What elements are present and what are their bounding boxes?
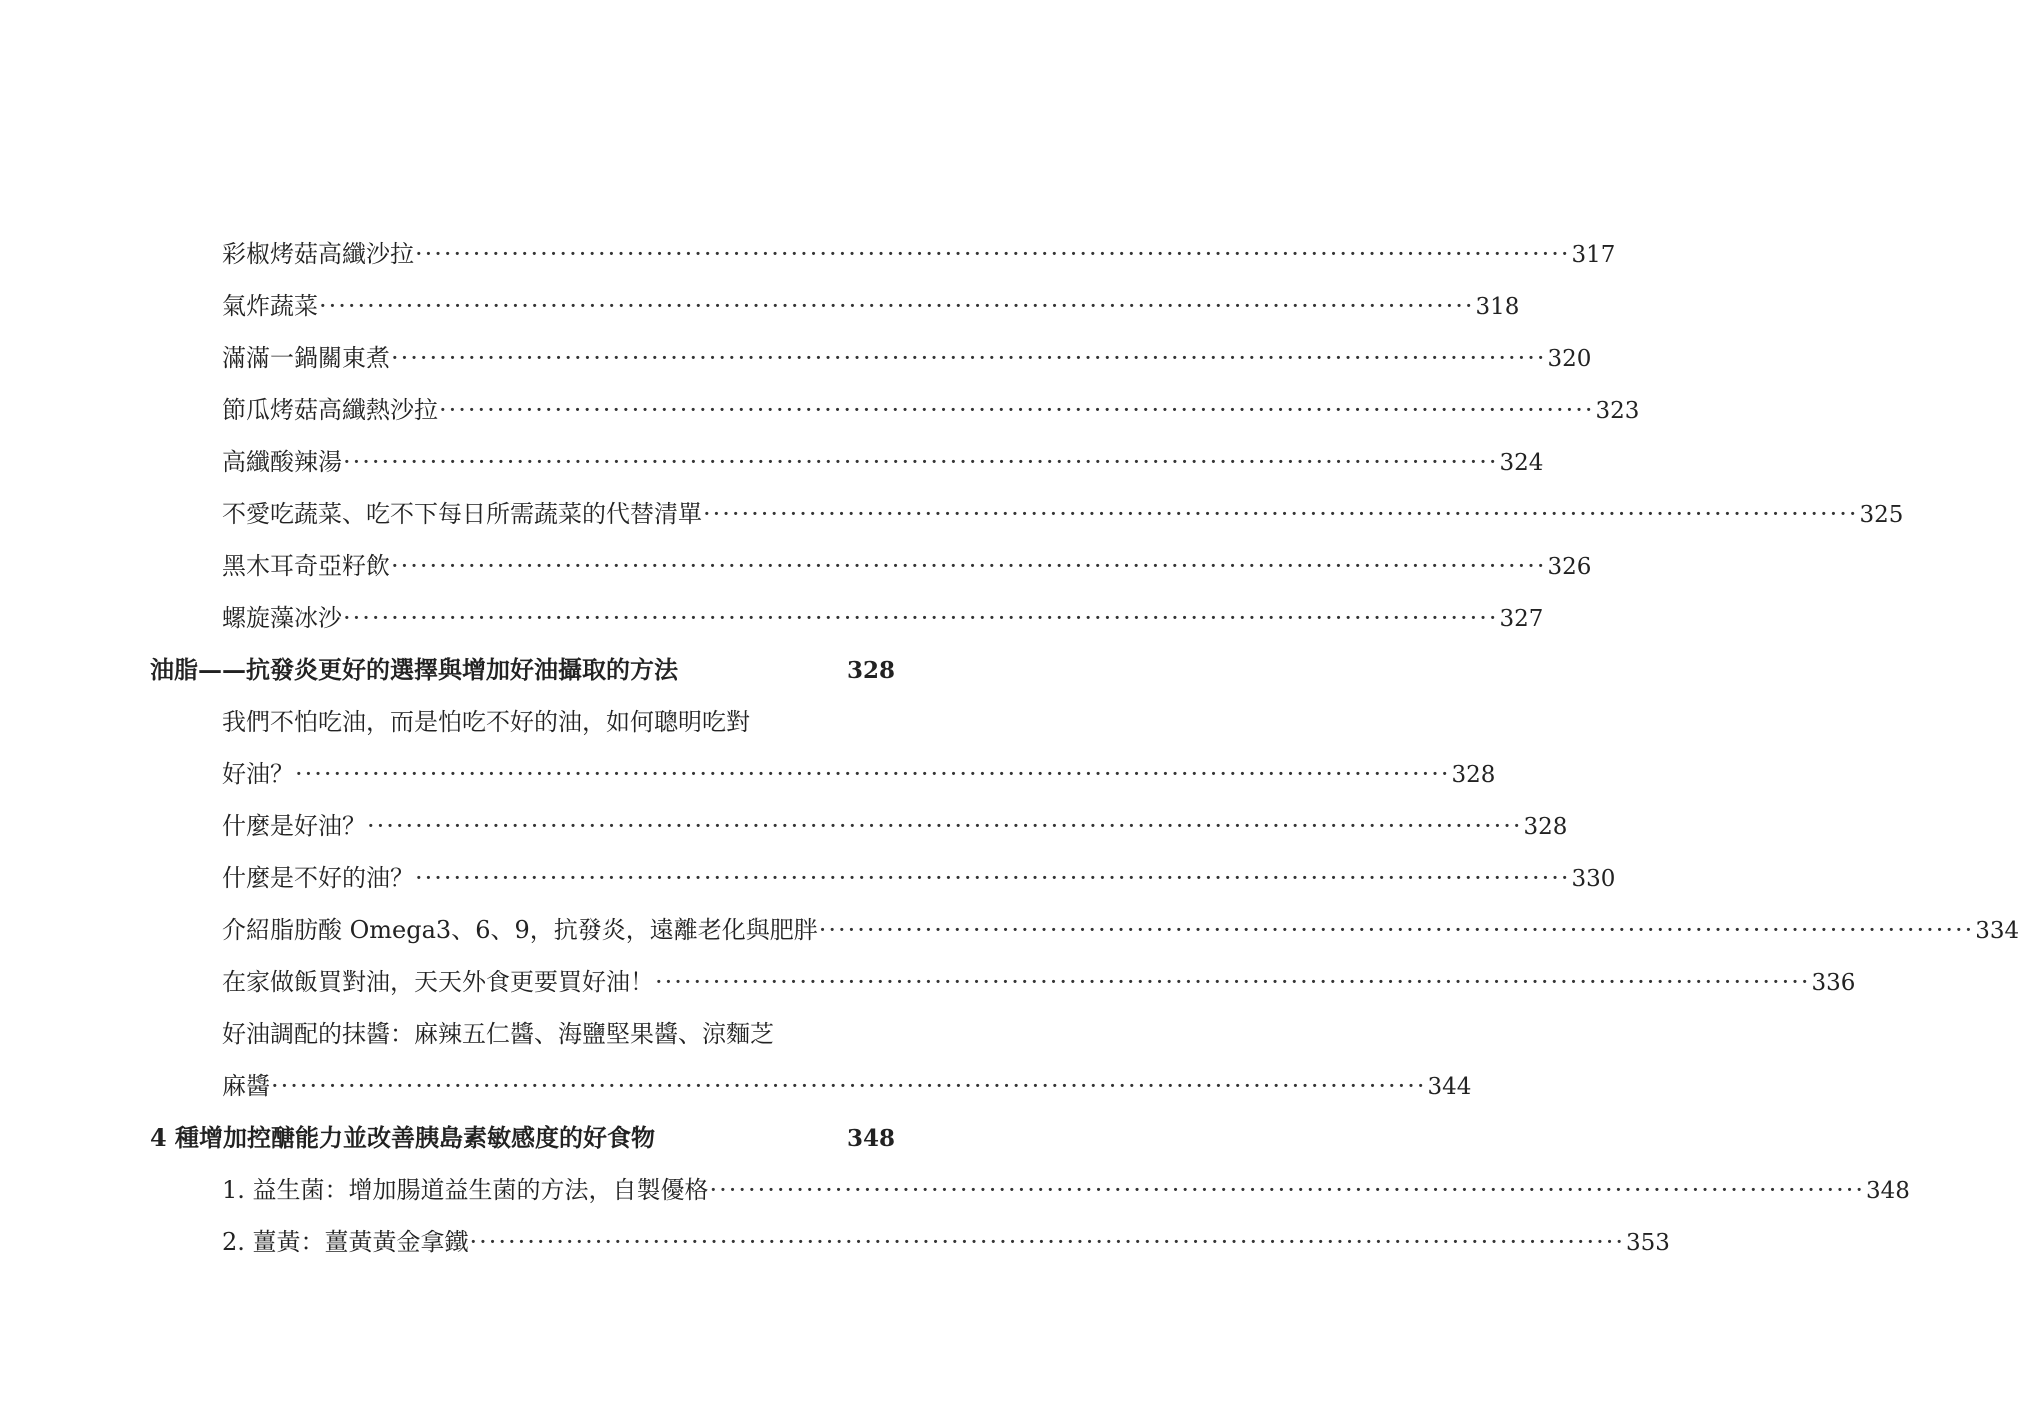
dot-leader: ························································································································ <box>343 604 1499 632</box>
entry-title-first-line: 好油調配的抹醬：麻辣五仁醬、海鹽堅果醬、涼麵芝 <box>222 1020 774 1048</box>
entry-title: 好油？ <box>222 760 294 788</box>
entry-line <box>222 332 1592 385</box>
toc-entry <box>0 1164 1910 1216</box>
toc-entry <box>0 228 1616 280</box>
entry-line <box>222 592 1544 645</box>
entry-page-number: 348 <box>1866 1178 1910 1204</box>
section-page-number: 328 <box>846 657 895 684</box>
dot-leader: ························································································································ <box>655 968 1811 996</box>
entry-page-number: 328 <box>1523 814 1568 840</box>
entry-title: 高纖酸辣湯 <box>222 448 342 476</box>
entry-title: 黑木耳奇亞籽飲 <box>222 552 390 580</box>
toc-entry <box>0 800 1568 852</box>
toc-entry <box>0 384 1640 436</box>
entry-title: 麻醬 <box>222 1072 270 1100</box>
entry-page-number: 344 <box>1427 1074 1472 1100</box>
entry-title: 不愛吃蔬菜、吃不下每日所需蔬菜的代替清單 <box>222 500 702 528</box>
entry-line <box>222 956 1856 1009</box>
toc-entry-continued <box>0 1008 1000 1060</box>
dot-leader: ························································································································ <box>295 760 1451 788</box>
toc-entry <box>0 852 1616 904</box>
entry-title: 2. 薑黃：薑黃黃金拿鐵 <box>222 1228 469 1256</box>
entry-title: 什麼是好油？ <box>222 812 366 840</box>
toc-entry <box>0 956 1856 1008</box>
dot-leader: ························································································································ <box>709 1176 1865 1204</box>
dot-leader: ························································································································ <box>703 500 1859 528</box>
section-page-number: 348 <box>846 1125 895 1152</box>
entry-title: 什麼是不好的油？ <box>222 864 414 892</box>
table-of-contents <box>0 228 2019 1268</box>
entry-page-number: 324 <box>1499 450 1544 476</box>
dot-leader: ························································································································ <box>415 864 1571 892</box>
entry-title-first-line: 我們不怕吃油，而是怕吃不好的油，如何聰明吃對 <box>222 708 750 736</box>
entry-line <box>222 436 1544 489</box>
entry-title: 彩椒烤菇高纖沙拉 <box>222 240 414 268</box>
section-line <box>150 644 895 697</box>
dot-leader: ························································································································ <box>818 916 1975 944</box>
entry-title: 在家做飯買對油，天天外食更要買好油！ <box>222 968 654 996</box>
entry-page-number: 353 <box>1626 1230 1670 1256</box>
dot-leader: ························································································································ <box>391 344 1547 372</box>
entry-line <box>222 748 1496 801</box>
entry-line <box>222 280 1520 333</box>
entry-title: 1. 益生菌：增加腸道益生菌的方法，自製優格 <box>222 1176 709 1204</box>
toc-entry <box>0 436 1544 488</box>
entry-page-number: 334 <box>1975 918 2019 944</box>
entry-line <box>222 904 2019 957</box>
toc-section-heading <box>0 1112 1000 1164</box>
entry-line <box>222 1164 1910 1217</box>
toc-entry-continued <box>0 696 1000 748</box>
entry-title: 滿滿一鍋關東煮 <box>222 344 390 372</box>
entry-line <box>222 384 1640 437</box>
dot-leader: ························································································································ <box>271 1072 1427 1100</box>
section-title: 油脂——抗發炎更好的選擇與增加好油攝取的方法 <box>150 655 678 684</box>
toc-entry <box>0 904 2019 956</box>
section-line <box>150 1112 895 1165</box>
entry-title: 氣炸蔬菜 <box>222 292 318 320</box>
entry-line <box>222 1216 1670 1269</box>
toc-entry <box>0 748 1496 800</box>
entry-line <box>222 852 1616 905</box>
dot-leader: ························································································································ <box>469 1228 1625 1256</box>
entry-page-number: 336 <box>1811 970 1856 996</box>
toc-entry <box>0 488 1904 540</box>
section-title: 4 種增加控醣能力並改善胰島素敏感度的好食物 <box>150 1123 656 1152</box>
entry-page-number: 320 <box>1547 346 1592 372</box>
entry-page-number: 330 <box>1571 866 1616 892</box>
entry-line <box>222 228 1616 281</box>
toc-section-heading <box>0 644 1000 696</box>
entry-line <box>222 540 1592 593</box>
entry-title: 介紹脂肪酸 Omega3、6、9，抗發炎，遠離老化與肥胖 <box>222 916 818 944</box>
toc-entry <box>0 332 1592 384</box>
entry-page-number: 317 <box>1571 242 1616 268</box>
toc-entry <box>0 1216 1670 1268</box>
entry-line <box>222 1060 1472 1113</box>
toc-entry <box>0 540 1592 592</box>
entry-title: 節瓜烤菇高纖熱沙拉 <box>222 396 438 424</box>
entry-title: 螺旋藻冰沙 <box>222 604 342 632</box>
entry-line <box>222 488 1904 541</box>
dot-leader: ························································································································ <box>391 552 1547 580</box>
entry-line <box>222 800 1568 853</box>
dot-leader: ························································································································ <box>319 292 1475 320</box>
entry-page-number: 325 <box>1859 502 1904 528</box>
dot-leader: ························································································································ <box>367 812 1523 840</box>
entry-page-number: 326 <box>1547 554 1592 580</box>
dot-leader: ························································································································ <box>415 240 1571 268</box>
entry-page-number: 318 <box>1475 294 1520 320</box>
toc-entry <box>0 1060 1472 1112</box>
toc-entry <box>0 592 1544 644</box>
entry-page-number: 328 <box>1451 762 1496 788</box>
dot-leader: ························································································································ <box>439 396 1595 424</box>
entry-page-number: 323 <box>1595 398 1640 424</box>
dot-leader: ························································································································ <box>343 448 1499 476</box>
entry-page-number: 327 <box>1499 606 1544 632</box>
toc-entry <box>0 280 1520 332</box>
